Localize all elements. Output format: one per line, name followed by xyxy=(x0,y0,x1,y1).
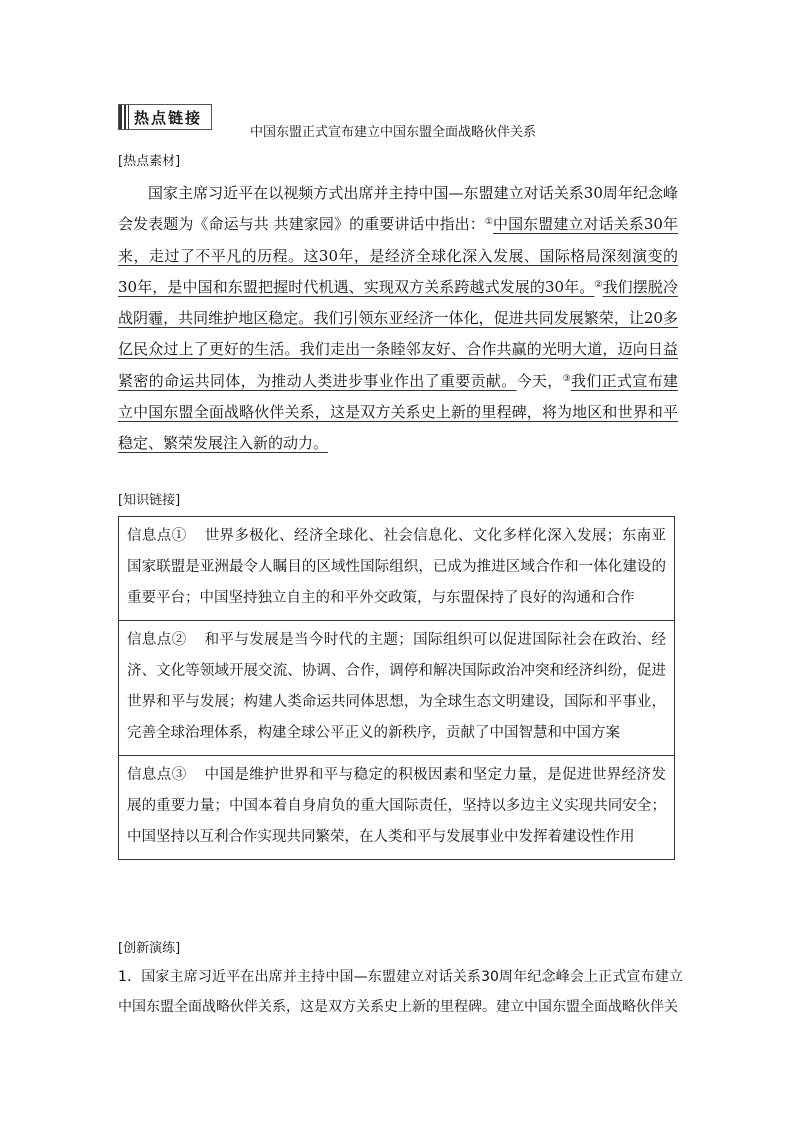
marker-3: ③ xyxy=(562,373,571,384)
knowledge-table xyxy=(118,516,675,860)
marker-2: ② xyxy=(594,279,603,290)
material-today: 今天， xyxy=(516,371,563,390)
table-cell xyxy=(119,756,675,860)
info-point-text: 中国是维护世界和平与稳定的积极因素和坚定力量，是促进世界经济发展的重要力量；中国本着自身肩负的重大国际责任，坚持以多边主义实现共同安全；中国坚持以互利合作实现共同繁荣，在人类和平与发展事业中发挥着建设性作用 xyxy=(127,767,667,845)
material-paragraph xyxy=(118,178,678,460)
article-title: 中国东盟正式宣布建立中国东盟全面战略伙伴关系 xyxy=(250,125,537,140)
marker-1: ① xyxy=(484,217,493,228)
info-point-label: 信息点① xyxy=(127,528,187,544)
table-cell xyxy=(119,517,675,621)
table-row xyxy=(119,756,675,860)
badge-bars-icon xyxy=(119,105,131,129)
table-row xyxy=(119,517,675,621)
section-label-material: [热点素材] xyxy=(118,154,181,169)
table-cell xyxy=(119,621,675,756)
section-label-exercise: [创新演练] xyxy=(118,941,181,956)
underlined-point-3: 我们正式宣布建立中国东盟全面战略伙伴关系，这是双方关系史上新的里程碑，将为地区和世界和平稳定、繁荣发展注入新的动力。 xyxy=(118,371,678,453)
info-point-text: 和平与发展是当今时代的主题；国际组织可以促进国际社会在政治、经济、文化等领域开展交流、协调、合作，调停和解决国际政治冲突和经济纠纷，促进世界和平与发展；构建人类命运共同体思想，为全球生态文明建设，国际和平事业，完善全球治理体系，构建全球公平正义的新秩序，贡献了中国智慧和中国方案 xyxy=(127,632,667,741)
hot-link-badge xyxy=(118,104,212,130)
exercise-question-1: 1．国家主席习近平在出席并主持中国—东盟建立对话关系30周年纪念峰会上正式宣布建立中国东盟全面战略伙伴关系，这是双方关系史上新的里程碑。建立中国东盟全面战略伙伴关 xyxy=(118,969,683,1015)
material-intro: 国家主席习近平在以视频方式出席并主持中国—东盟建立对话关系30周年纪念峰会发表题为《命运与共 共建家园》的重要讲话中指出： xyxy=(118,184,678,234)
underlined-point-1: 中国东盟建立对话关系30年来，走过了不平凡的历程。这30年，是经济全球化深入发展、国际格局深刻演变的30年，是中国和东盟把握时代机遇、实现双方关系跨越式发展的30年。 xyxy=(118,215,678,296)
section-label-knowledge: [知识链接] xyxy=(118,493,181,508)
info-point-text: 世界多极化、经济全球化、社会信息化、文化多样化深入发展；东南亚国家联盟是亚洲最令人瞩目的区域性国际组织，已成为推进区域合作和一体化建设的重要平台；中国坚持独立自主的和平外交政策，与东盟保持了良好的沟通和合作 xyxy=(127,528,667,606)
underlined-point-2: 我们摆脱冷战阴霾，共同维护地区稳定。我们引领东亚经济一体化，促进共同发展繁荣，让20多亿民众过上了更好的生活。我们走出一条睦邻友好、合作共赢的光明大道，迈向日益紧密的命运共同体，为推动人类进步事业作出了重要贡献。 xyxy=(118,277,678,390)
badge-label: 热点链接 xyxy=(134,108,203,127)
table-row xyxy=(119,621,675,756)
info-point-label: 信息点③ xyxy=(127,767,187,783)
info-point-label: 信息点② xyxy=(127,632,187,648)
